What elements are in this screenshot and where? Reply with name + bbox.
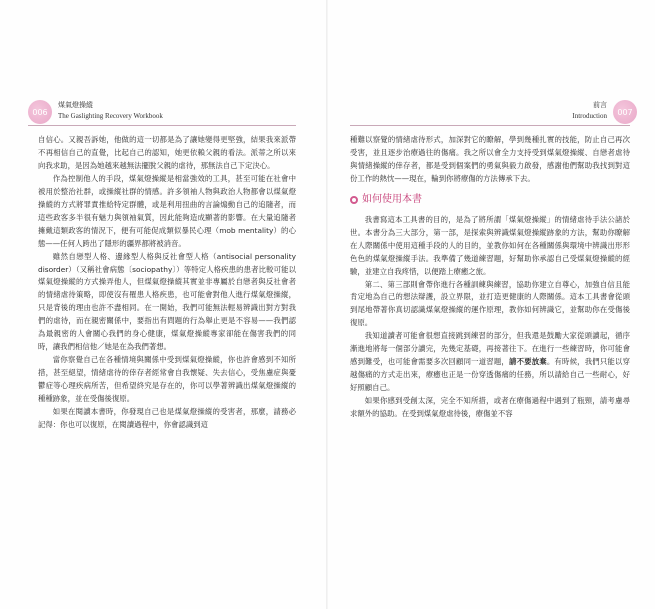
emphasis-text: 請不要放棄 [509,357,547,367]
section-heading [350,194,630,207]
left-page [0,0,327,609]
circle-bullet-icon [350,196,358,204]
paragraph: 雖然自戀型人格、邊緣型人格與反社會型人格（antisocial personality disorder）（又稱社會病態〔sociopathy〕）等特定人格疾患的患者比較可能以煤氣燈操縱的方式操弄他人，但煤氣燈操縱其實並非專屬於自戀者與反社會者的情緒虐待策略，即使沒有罹患人格疾患，也可能會對他人進行煤氣燈操縱，只是背後的理由也許不盡相同。在一開始，我們可能無法輕易辨識出對方對我們的虐待，而在親密關係中，要指出有問題的行為舉止更是不容易——我們認為最親密的人會關心我們的身心健康，煤氣燈操縱專家卻能在傷害我們的同時，讓我們相信他／她是在為我們著想。 [38,251,296,352]
left-body-text [38,134,296,432]
header-title-cn: 煤氣燈操縱 [58,101,93,109]
text-run: 。有時候，我們只能以穿越傷痛的方式走出來，療癒也正是一份穿透傷痛的任務，所以請給自己一些耐心，好好照顧自己。 [350,357,630,393]
running-header-right [572,100,607,122]
paragraph: 如果在閱讀本書時，你發現自己也是煤氣燈操縱的受害者，那麼，請務必記得：你也可以復原，在閱讀過程中，你會認識到這 [38,407,296,429]
page-number-left: 006 [28,100,52,124]
paragraph: 我書寫這本工具書的目的，是為了將所謂「煤氣燈操縱」的情緒虐待手法公諸於世。本書分為三大部分，第一部，是探索與辨識煤氣燈操縱跡象的方法，幫助你瞭解在人際關係中使用這種手段的人的目的，並教你如何在各種關係與環境中辨識出形形色色的煤氣燈操縱手法。我準備了幾道練習題，好幫助你承認自己受煤氣燈操縱的經驗，並建立自我疼惜，以便踏上療癒之旅。 [350,214,630,276]
page-number-right: 007 [613,100,637,124]
paragraph: 種難以察覺的情緒虐待形式，加深對它的瞭解，學到幾種扎實的技能，防止自己再次受害，並且逐步治療過往的傷痛。我之所以會全力支持受到煤氣燈操縱、自戀者虐待與情緒操縱的倖存者，都是受到個案們的勇氣與毅力啟發，感謝他們幫助我找到對這份工作的熱忱——現在，輪到你將療傷的方法傳承下去。 [350,135,630,183]
right-body-text [350,134,630,421]
header-title-en: The Gaslighting Recovery Workbook [58,112,163,120]
paragraph: 如果你感到受創太深，完全不知所措，或者在療傷過程中遇到了瓶頸，請考慮尋求額外的協助。在受到煤氣燈虐待後，療傷並不容 [350,396,630,419]
header-title-cn: 前言 [593,101,607,109]
header-title-en: Introduction [572,112,607,120]
text-run: 我知道讀者可能會很想直接跳到練習的部分，但我還是鼓勵大家從頭讀起，循序漸進地將每一個部分讀完，先幾定基礎，再接著往下。在進行一些練習時，你可能會感到難受，也可能會需要多次回顧同一道習題， [350,331,630,367]
paragraph: 作為控制他人的手段，煤氣燈操縱是相當強效的工具，甚至可能在社會中被用於整治社群，或操縱社群的情感。許多領袖人物與政治人物都會以煤氣燈操縱的方式將罪責推給特定群體，或是利用扭曲的言論煽動自己的追隨者，而這些政客多半很有魅力與領袖氣質，因此能夠造成顯著的影響。在大量追隨者擁戴這類政客的情況下，便有可能促成類似暴民心理（mob mentality）的心態——任何人跨出了隱形的疆界都將被消音。 [38,173,296,248]
right-page [328,0,655,609]
running-header-left [58,100,163,122]
header-divider-right [350,125,630,126]
paragraph: 自信心。又親吾訴她，他做的這一切都是為了讓她變得更堅強，結果我來派帶不再相信自己的直覺，比起自己的認知，她更依賴父親的看法。派蒂之所以來向我求助，是因為她越來越無法擺脫父親的虐待，那無法自己下定決心。 [38,135,296,170]
header-divider-left [28,125,296,126]
paragraph: 當你察覺自己在各種情境與關係中受到煤氣燈操縱，你也許會感到不知所措，甚至絕望，情緒虐待的倖存者經常會自我懷疑、失去信心，受焦慮症與憂鬱症等心理疾病所苦，但希望終究是存在的，你可以學著辨識出煤氣燈操縱的種種跡象，並在受傷後復原。 [38,355,296,404]
paragraph: 第二、第三部則會帶你進行各種訓練與練習，協助你建立自尊心，加強自信且能肯定地為自己的想法辯護，設立界限，並打造更健康的人際關係。這本工具書會從頭到尾地帶著你真切認識煤氣燈操縱的運作原理，教你如何辨識它，並幫助你在受傷後復原。 [350,279,630,328]
section-title: 如何使用本書 [362,193,422,205]
paragraph [350,330,630,395]
